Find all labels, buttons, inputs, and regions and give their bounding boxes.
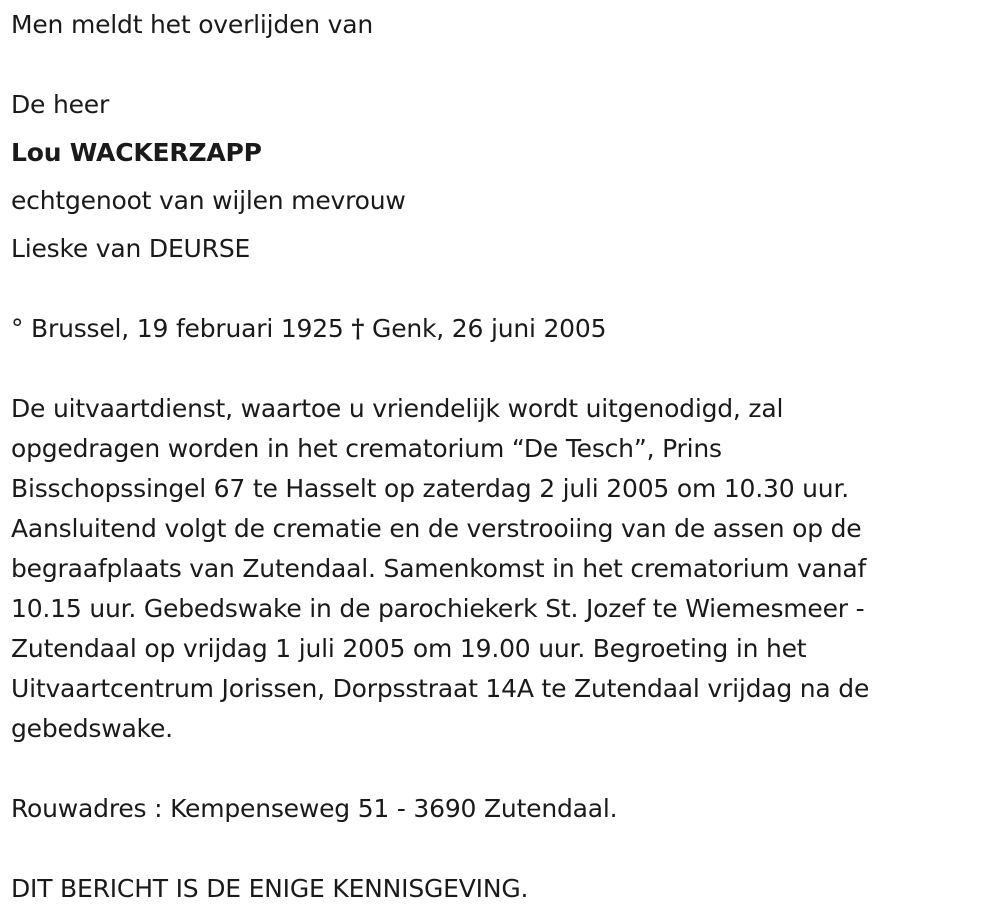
funeral-details-line: opgedragen worden in het crematorium “De Tesch”, Prins <box>11 434 722 463</box>
salutation: De heer <box>11 90 110 119</box>
funeral-details-line: De uitvaartdienst, waartoe u vriendelijk wordt uitgenodigd, zal <box>11 394 784 423</box>
funeral-details-line: begraafplaats van Zutendaal. Samenkomst in het crematorium vanaf <box>11 554 867 583</box>
funeral-details-line: Bisschopssingel 67 te Hasselt op zaterdag 2 juli 2005 om 10.30 uur. <box>11 474 849 503</box>
mourning-address: Rouwadres : Kempenseweg 51 - 3690 Zutendaal. <box>11 794 618 823</box>
life-dates <box>11 314 606 344</box>
closing-statement: DIT BERICHT IS DE ENIGE KENNISGEVING. <box>11 874 529 903</box>
funeral-details-line: Aansluitend volgt de crematie en de verstrooiing van de assen op de <box>11 514 862 543</box>
cross-icon: † <box>351 314 365 343</box>
spouse-name: Lieske van DEURSE <box>11 234 251 263</box>
funeral-details-line: gebedswake. <box>11 714 173 743</box>
funeral-details-line: 10.15 uur. Gebedswake in de parochiekerk St. Jozef te Wiemesmeer - <box>11 594 865 623</box>
funeral-details-line: Zutendaal op vrijdag 1 juli 2005 om 19.00 uur. Begroeting in het <box>11 634 807 663</box>
spouse-line: echtgenoot van wijlen mevrouw <box>11 186 406 215</box>
intro-text: Men meldt het overlijden van <box>11 10 374 39</box>
funeral-details <box>11 389 981 749</box>
death-info: Genk, 26 juni 2005 <box>372 314 607 343</box>
deceased-name: Lou WACKERZAPP <box>11 138 262 167</box>
birth-info: ° Brussel, 19 februari 1925 <box>11 314 344 343</box>
funeral-details-line: Uitvaartcentrum Jorissen, Dorpsstraat 14A te Zutendaal vrijdag na de <box>11 674 870 703</box>
